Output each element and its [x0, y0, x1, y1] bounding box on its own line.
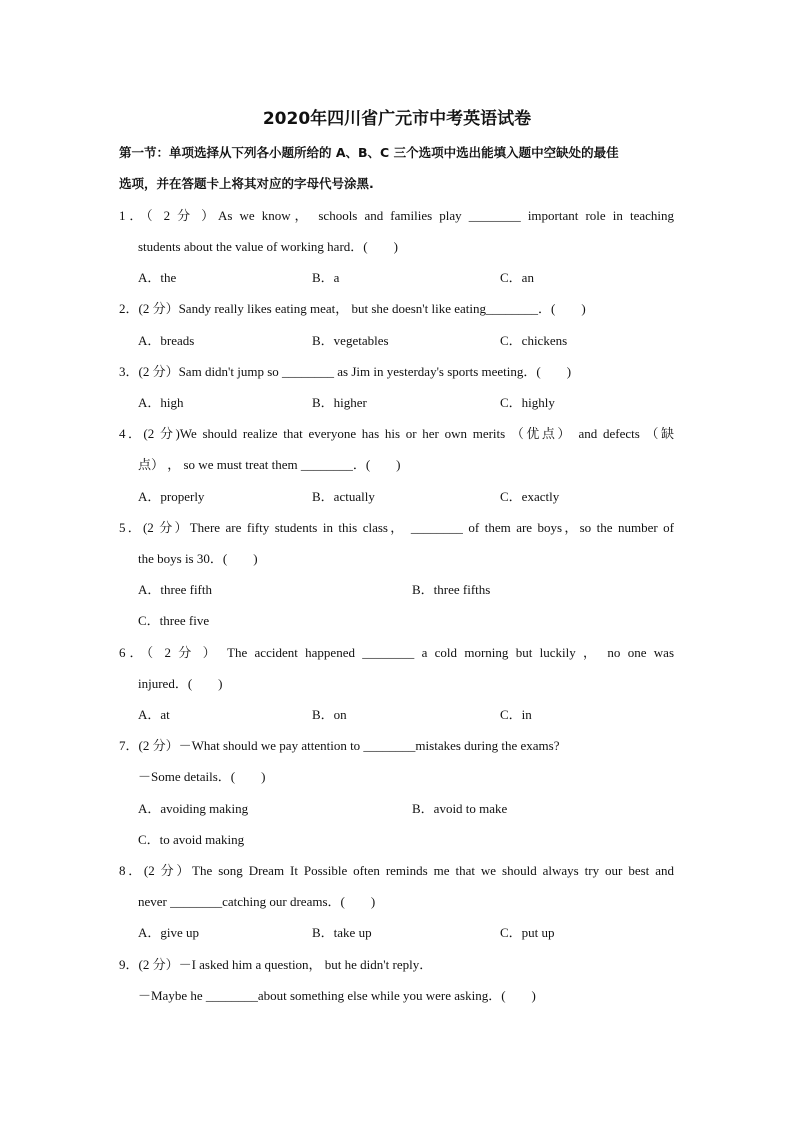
question-2-option-c[interactable]: C．chickens [500, 333, 568, 348]
question-6-stem-line-1: 6．（ 2 分 ） The accident happened ________ a cold morning but luckily ， no one was [119, 645, 674, 660]
question-3-option-a[interactable]: A．high [138, 395, 184, 410]
question-1-stem-line-1: 1．（ 2 分 ）As we know， schools and families play ________ important role in teaching [119, 208, 674, 223]
page-title: 2020年四川省广元市中考英语试卷 [262, 109, 532, 129]
question-6-stem-line-2: injured．( ) [138, 676, 223, 691]
question-1-stem-line-2: students about the value of working hard．( ) [138, 239, 398, 254]
question-4-option-b[interactable]: B．actually [312, 489, 375, 504]
question-8-stem-line-2: never ________catching our dreams．( ) [138, 894, 376, 909]
question-4-option-c[interactable]: C．exactly [500, 489, 560, 504]
question-8-stem-line-1: 8．(2 分）The song Dream It Possible often reminds me that we should always try our best and [119, 863, 674, 878]
question-3-option-b[interactable]: B．higher [312, 395, 367, 410]
question-7-stem-line-2: －Some details．( ) [138, 769, 266, 784]
question-6-option-b[interactable]: B．on [312, 707, 347, 722]
question-2-option-a[interactable]: A．breads [138, 333, 195, 348]
question-7-option-b[interactable]: B．avoid to make [412, 801, 508, 816]
question-1-option-a[interactable]: A．the [138, 270, 177, 285]
question-2-stem-line-1: 2．(2 分）Sandy really likes eating meat， but she doesn't like eating________．( ) [119, 301, 586, 316]
question-9-stem-line-1: 9．(2 分）－I asked him a question， but he didn't reply． [119, 957, 433, 972]
question-5-stem-line-2: the boys is 30．( ) [138, 551, 258, 566]
question-8-option-c[interactable]: C．put up [500, 925, 555, 940]
question-8-option-a[interactable]: A．give up [138, 925, 200, 940]
question-8-option-b[interactable]: B．take up [312, 925, 372, 940]
question-6-option-a[interactable]: A．at [138, 707, 170, 722]
question-3-stem-line-1: 3．(2 分）Sam didn't jump so ________ as Jim in yesterday's sports meeting．( ) [119, 364, 572, 379]
question-2-option-b[interactable]: B．vegetables [312, 333, 389, 348]
question-7-option-a[interactable]: A．avoiding making [138, 801, 249, 816]
question-4-stem-line-1: 4．(2 分)We should realize that everyone has his or her own merits （优点） and defects （缺 [119, 426, 674, 441]
question-7-stem-line-1: 7．(2 分）－What should we pay attention to ________mistakes during the exams? [119, 738, 560, 753]
question-9-stem-line-2: －Maybe he ________about something else while you were asking．( ) [138, 988, 536, 1003]
question-6-option-c[interactable]: C．in [500, 707, 532, 722]
question-5-option-c[interactable]: C．three five [138, 613, 210, 628]
section-instruction-line-1: 第一节：单项选择从下列各小题所给的 A、B、C 三个选项中选出能填入题中空缺处的最佳 [119, 145, 619, 160]
question-5-option-b[interactable]: B．three fifths [412, 582, 491, 597]
section-instruction-line-2: 选项，并在答题卡上将其对应的字母代号涂黑. [119, 176, 374, 191]
question-1-option-c[interactable]: C．an [500, 270, 534, 285]
question-5-stem-line-1: 5．(2 分）There are fifty students in this class， ________ of them are boys，so the number of [119, 520, 674, 535]
question-4-stem-line-2: 点） ， so we must treat them ________．( ) [138, 457, 401, 472]
question-4-option-a[interactable]: A．properly [138, 489, 205, 504]
question-5-option-a[interactable]: A．three fifth [138, 582, 213, 597]
question-3-option-c[interactable]: C．highly [500, 395, 555, 410]
question-7-option-c[interactable]: C．to avoid making [138, 832, 245, 847]
question-1-option-b[interactable]: B．a [312, 270, 340, 285]
